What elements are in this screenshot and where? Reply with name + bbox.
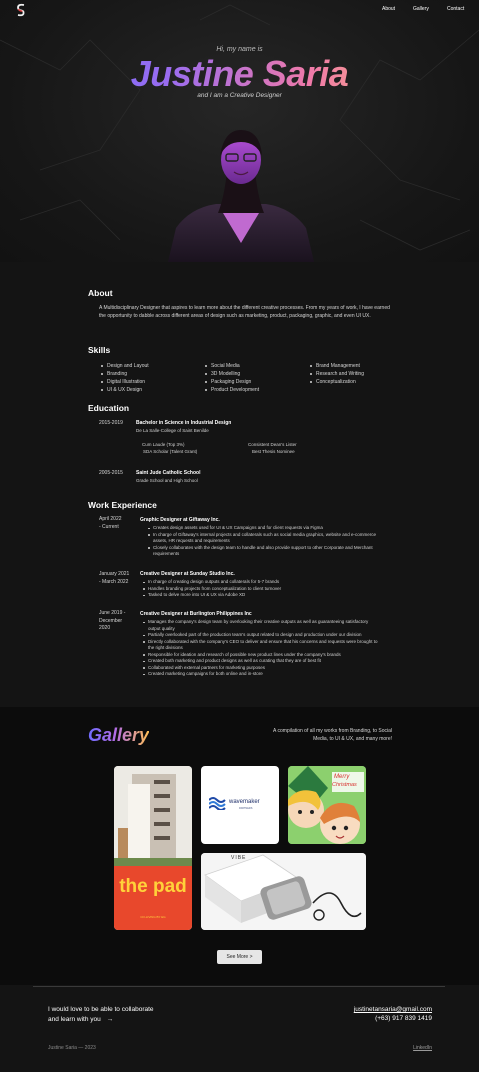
logo-icon[interactable] bbox=[15, 3, 27, 17]
christmas-text-1: Merry bbox=[334, 774, 350, 780]
footer-cta-line1: I would love to be able to collaborate bbox=[48, 1006, 154, 1013]
footer-linkedin-link[interactable]: LinkedIn bbox=[413, 1045, 432, 1051]
thepad-logo-text: the pad bbox=[119, 876, 187, 897]
skills-list-1 bbox=[101, 362, 149, 394]
list-item: Handles branding projects from conceptualization to client turnover bbox=[140, 586, 380, 593]
top-nav bbox=[0, 0, 479, 22]
wave-logo-icon bbox=[209, 796, 227, 810]
building-image bbox=[114, 766, 192, 930]
list-item: Packaging Design bbox=[205, 378, 259, 386]
portrait-image bbox=[168, 118, 314, 262]
hero-section bbox=[0, 0, 479, 262]
skills-list-2 bbox=[205, 362, 259, 394]
see-more-button[interactable]: See More > bbox=[217, 950, 262, 964]
list-item: 3D Modelling bbox=[205, 370, 259, 378]
footer-phone: (+63) 917 839 1419 bbox=[375, 1015, 432, 1022]
work-bullets bbox=[145, 525, 385, 558]
list-item: Brand Management bbox=[310, 362, 364, 370]
christmas-illustration bbox=[288, 766, 366, 844]
gallery-tile-christmas[interactable] bbox=[288, 766, 366, 844]
wavemaker-subtitle: PARTNERS bbox=[239, 807, 253, 810]
list-item: SDA Scholar (Talent Grant) bbox=[143, 449, 198, 454]
work-position: Graphic Designer at Giftaway Inc. bbox=[140, 517, 220, 523]
work-date-start: January 2021 bbox=[99, 571, 130, 577]
work-date-end: 2020 bbox=[99, 625, 111, 631]
list-item: Consistent Dean's Lister bbox=[248, 442, 297, 447]
footer-cta-line2 bbox=[48, 1015, 168, 1025]
list-item: Digital Illustration bbox=[101, 378, 149, 386]
edu-date: 2015-2019 bbox=[99, 420, 123, 426]
work-date-start: April 2022 bbox=[99, 516, 122, 522]
footer-copyright: Justine Saria — 2023 bbox=[48, 1045, 96, 1051]
list-item: Responsible for ideation and research of possible new product lines under the company's brands bbox=[140, 652, 380, 659]
footer-divider bbox=[33, 986, 445, 987]
work-title: Work Experience bbox=[88, 500, 157, 510]
product-image bbox=[201, 853, 366, 930]
wavemaker-text: wavemaker bbox=[229, 799, 260, 805]
edu-school: De La Salle-College of Saint Benilde bbox=[136, 428, 209, 433]
list-item: UI & UX Design bbox=[101, 386, 149, 394]
list-item: Creates design assets used for UI & UX Campaigns and for client requests via Figma bbox=[145, 525, 385, 532]
work-date-end: - Current bbox=[99, 523, 119, 530]
edu-honor bbox=[142, 441, 197, 455]
list-item: Tasked to delve more into UI & UX via Adobe XD bbox=[140, 592, 380, 599]
list-item: Directly collaborated with the company's CEO to deliver and ensure that his concerns and requests were brought to the right divisions bbox=[140, 639, 380, 652]
list-item: Design and Layout bbox=[101, 362, 149, 370]
list-item: Collaborated with external partners for marketing purposes bbox=[140, 665, 380, 672]
list-item: Branding bbox=[101, 370, 149, 378]
education-title: Education bbox=[88, 403, 130, 413]
gallery-title: Gallery bbox=[88, 725, 150, 745]
list-item: Best Thesis Nominee bbox=[252, 449, 295, 454]
work-bullets bbox=[140, 579, 380, 599]
list-item: Closely collaborates with the design team to handle and also provide support to other Corporate and Merchant requirements bbox=[145, 545, 385, 558]
vibe-box-text: VIBE bbox=[231, 855, 247, 861]
gallery-tile-wavemaker[interactable] bbox=[201, 766, 279, 844]
skills-list-3 bbox=[310, 362, 364, 386]
work-position: Creative Designer at Sunday Studio Inc. bbox=[140, 571, 235, 577]
list-item: Created both marketing and product designs as well as curating that they are of best fit bbox=[140, 658, 380, 665]
list-item: In charge of Giftaway's internal projects and collaterals such as social media graphics, website and e-commerce assets, HR requests and requirements bbox=[145, 532, 385, 545]
list-item: Manages the company's design team by overlooking their creative outputs as well as guaranteeing satisfactory output quality bbox=[140, 619, 380, 632]
footer-cta-line2-text: and learn with you bbox=[48, 1016, 101, 1023]
work-position: Creative Designer at Burlington Philippines Inc bbox=[140, 611, 252, 617]
list-item: In charge of creating design outputs and collaterals for 5-7 brands bbox=[140, 579, 380, 586]
list-item: Social Media bbox=[205, 362, 259, 370]
edu-school: Grade School and High School bbox=[136, 478, 198, 483]
christmas-text-2: Christmas bbox=[332, 782, 357, 788]
footer-email-link[interactable]: justinetansaria@gmail.com bbox=[353, 1006, 432, 1013]
hero-role: and I am a Creative Designer bbox=[197, 92, 282, 99]
about-text: A Multidisciplinary Designer that aspires to learn more about the different creative processes. From my years of work, I have earned the opportunity to dabble across different areas of design such as marketing, product, packaging, graphic, and even UI UX. bbox=[99, 305, 390, 319]
work-date-start: June 2019 - bbox=[99, 610, 126, 616]
list-item: Product Development bbox=[205, 386, 259, 394]
list-item: Cum Laude (Top 3%) bbox=[142, 442, 185, 447]
work-date bbox=[99, 571, 129, 586]
hero-greeting: Hi, my name is bbox=[216, 46, 263, 53]
list-item: Partially overlooked part of the production team's output related to design and production under our division bbox=[140, 632, 380, 639]
edu-honor bbox=[248, 441, 297, 455]
list-item: Research and Writing bbox=[310, 370, 364, 378]
nav-gallery-link[interactable]: Gallery bbox=[413, 6, 429, 12]
work-date-middle: December bbox=[99, 617, 123, 624]
hero-name: Justine Saria bbox=[0, 53, 479, 95]
work-date bbox=[99, 610, 125, 633]
gallery-section bbox=[0, 707, 479, 985]
about-title: About bbox=[88, 288, 113, 298]
gallery-description: A compilation of all my works from Branding, to Social Media, to UI & UX, and many more! bbox=[273, 728, 392, 742]
edu-degree: Saint Jude Catholic School bbox=[136, 470, 201, 476]
thepad-subtitle: CO-LIVING BY EG bbox=[140, 915, 166, 919]
work-bullets bbox=[140, 619, 380, 678]
arrow-right-icon: → bbox=[106, 1016, 114, 1023]
list-item: Created marketing campaigns for both online and in-store bbox=[140, 671, 380, 678]
footer-cta[interactable] bbox=[48, 1005, 168, 1025]
nav-about-link[interactable]: About bbox=[382, 6, 396, 12]
work-date-end: - March 2022 bbox=[99, 578, 129, 585]
edu-date: 2005-2015 bbox=[99, 470, 123, 476]
work-date bbox=[99, 516, 122, 531]
gallery-tile-thepad[interactable] bbox=[114, 766, 192, 930]
edu-degree: Bachelor in Science in Industrial Design bbox=[136, 420, 232, 426]
skills-title: Skills bbox=[88, 345, 111, 355]
list-item: Conceptualization bbox=[310, 378, 364, 386]
nav-contact-link[interactable]: Contact bbox=[447, 6, 465, 12]
gallery-tile-vibe[interactable] bbox=[201, 853, 366, 930]
